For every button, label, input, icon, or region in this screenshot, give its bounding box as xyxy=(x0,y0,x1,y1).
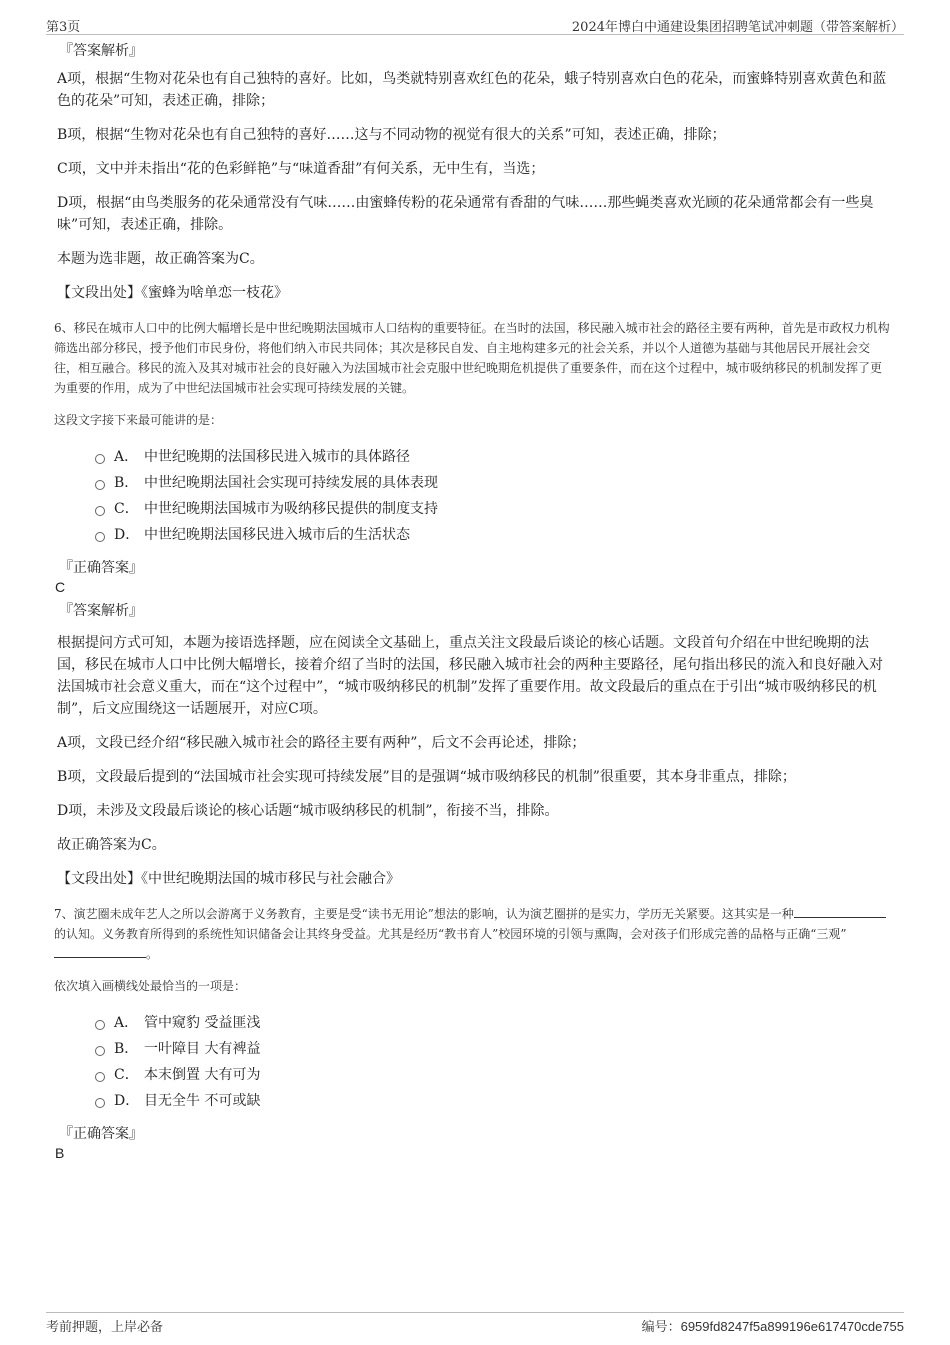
page-content xyxy=(54,40,895,1166)
radio-icon[interactable] xyxy=(95,1046,105,1056)
q6-answer: C xyxy=(55,579,66,595)
footer-slogan: 考前押题，上岸必备 xyxy=(46,1320,164,1335)
option-text: 一叶障目 大有裨益 xyxy=(144,1041,261,1057)
page-header xyxy=(46,14,904,35)
q6-option-d[interactable] xyxy=(95,522,895,548)
option-text: 中世纪晚期法国城市为吸纳移民提供的制度支持 xyxy=(144,501,438,517)
q6-prompt: 这段文字接下来最可能讲的是： xyxy=(54,413,223,427)
option-text: 本末倒置 大有可为 xyxy=(144,1067,261,1083)
option-letter: A． xyxy=(114,1015,139,1031)
code-label: 编号： xyxy=(641,1320,681,1335)
q6-analysis-main: 根据提问方式可知，本题为接语选择题，应在阅读全文基础上，重点关注文段最后谈论的核心话题。文段首句介绍在中世纪晚期的法国，移民在城市人口中比例大幅增长，接着介绍了当时的法国，移民融入城市社会的两种主要路径，尾句指出移民的流入和良好融入对法国城市社会意义重大，而在“这个过程中”，“城市吸纳移民的机制”发挥了重要作用。故文段最后的重点在于引出“城市吸纳移民的机制”，后文应围绕这一话题展开，对应C项。 xyxy=(57,635,883,717)
radio-icon[interactable] xyxy=(95,532,105,542)
page-number: 第3页 xyxy=(46,20,81,35)
q7-text-part1: 7、演艺圈未成年艺人之所以会游离于义务教育，主要是受“读书无用论”想法的影响，认为演艺圈拼的是实力，学历无关紧要。这其实是一种 xyxy=(54,907,794,921)
option-letter: D． xyxy=(114,527,140,543)
q7-option-a[interactable] xyxy=(95,1010,895,1036)
q7-answer: B xyxy=(55,1145,65,1161)
option-letter: D． xyxy=(114,1093,140,1109)
q5-conclusion: 本题为选非题，故正确答案为C。 xyxy=(57,251,264,267)
radio-icon[interactable] xyxy=(95,1072,105,1082)
radio-icon[interactable] xyxy=(95,480,105,490)
q5-source: 【文段出处】《蜜蜂为啥单恋一枝花》 xyxy=(57,285,288,301)
option-text: 中世纪晚期法国社会实现可持续发展的具体表现 xyxy=(144,475,438,491)
q6-option-a[interactable] xyxy=(95,444,895,470)
q7-option-c[interactable] xyxy=(95,1062,895,1088)
q7-blank-1 xyxy=(794,905,886,918)
code-value: 6959fd8247f5a899196e617470cde755 xyxy=(680,1319,904,1334)
q6-analysis-para-d: D项，未涉及文段最后谈论的核心话题“城市吸纳移民的机制”，衔接不当，排除。 xyxy=(57,803,559,819)
q5-analysis-para-c: C项，文中并未指出“花的色彩鲜艳”与“味道香甜”有何关系，无中生有，当选； xyxy=(57,161,545,177)
q6-analysis-para-a: A项，文段已经介绍“移民融入城市社会的路径主要有两种”，后文不会再论述，排除； xyxy=(57,735,586,751)
radio-icon[interactable] xyxy=(95,506,105,516)
radio-icon[interactable] xyxy=(95,1020,105,1030)
q6-option-c[interactable] xyxy=(95,496,895,522)
option-text: 管中窥豹 受益匪浅 xyxy=(144,1015,261,1031)
q5-analysis-para-a: A项，根据“生物对花朵也有自己独特的喜好。比如，鸟类就特别喜欢红色的花朵，蛾子特别喜欢白色的花朵，而蜜蜂特别喜欢黄色和蓝色的花朵”可知，表述正确，排除； xyxy=(57,71,887,109)
option-letter: C． xyxy=(114,1067,139,1083)
page-footer xyxy=(46,1312,904,1337)
q7-option-d[interactable] xyxy=(95,1088,895,1114)
q6-options xyxy=(95,444,895,548)
q7-prompt: 依次填入画横线处最恰当的一项是： xyxy=(54,979,247,993)
q5-analysis-para-b: B项，根据“生物对花朵也有自己独特的喜好……这与不同动物的视觉有很大的关系”可知，表述正确，排除； xyxy=(57,127,726,143)
document-title: 2024年博白中通建设集团招聘笔试冲刺题（带答案解析） xyxy=(571,20,904,35)
option-letter: B． xyxy=(114,1041,139,1057)
option-letter: B． xyxy=(114,475,139,491)
q5-analysis-para-d: D项，根据“由鸟类服务的花朵通常没有气味……由蜜蜂传粉的花朵通常有香甜的气味……那些蝇类喜欢光顾的花朵通常都会有一些臭味”可知，表述正确，排除。 xyxy=(57,195,874,233)
q7-text-part3: 。 xyxy=(146,947,159,961)
q7-answer-label: 『正确答案』 xyxy=(59,1126,143,1142)
q6-analysis-para-b: B项，文段最后提到的“法国城市社会实现可持续发展”目的是强调“城市吸纳移民的机制”很重要，其本身非重点，排除； xyxy=(57,769,796,785)
q7-options xyxy=(95,1010,895,1114)
radio-icon[interactable] xyxy=(95,454,105,464)
q7-blank-2 xyxy=(54,945,146,958)
q5-analysis-label: 『答案解析』 xyxy=(59,43,143,59)
option-letter: A． xyxy=(114,449,139,465)
document-code xyxy=(642,1316,904,1335)
option-text: 中世纪晚期的法国移民进入城市的具体路径 xyxy=(144,449,410,465)
q6-conclusion: 故正确答案为C。 xyxy=(57,837,166,853)
q6-text: 6、移民在城市人口中的比例大幅增长是中世纪晚期法国城市人口结构的重要特征。在当时的法国，移民融入城市社会的路径主要有两种，首先是市政权力机构筛选出部分移民，授予他们市民身份，将他们纳入市民共同体；其次是移民自发、自主地构建多元的社会关系，并以个人道德为基础与其他居民开展社会交往，相互融合。移民的流入及其对城市社会的良好融入为法国城市社会克服中世纪晚期危机提供了重要条件，而在这个过程中，城市吸纳移民的机制发挥了更为重要的作用，成为了中世纪法国城市社会实现可持续发展的关键。 xyxy=(54,321,890,395)
radio-icon[interactable] xyxy=(95,1098,105,1108)
q6-option-b[interactable] xyxy=(95,470,895,496)
q6-source: 【文段出处】《中世纪晚期法国的城市移民与社会融合》 xyxy=(57,871,400,887)
q6-answer-label: 『正确答案』 xyxy=(59,560,143,576)
q7-option-b[interactable] xyxy=(95,1036,895,1062)
option-text: 中世纪晚期法国移民进入城市后的生活状态 xyxy=(144,527,410,543)
option-text: 目无全牛 不可或缺 xyxy=(144,1093,261,1109)
q6-analysis-label: 『答案解析』 xyxy=(59,603,143,619)
q7-text-part2: 的认知。义务教育所得到的系统性知识储备会让其终身受益。尤其是经历“教书育人”校园环境的引领与熏陶，会对孩子们形成完善的品格与正确“三观” xyxy=(54,927,847,941)
option-letter: C． xyxy=(114,501,139,517)
q7-text xyxy=(54,904,892,964)
